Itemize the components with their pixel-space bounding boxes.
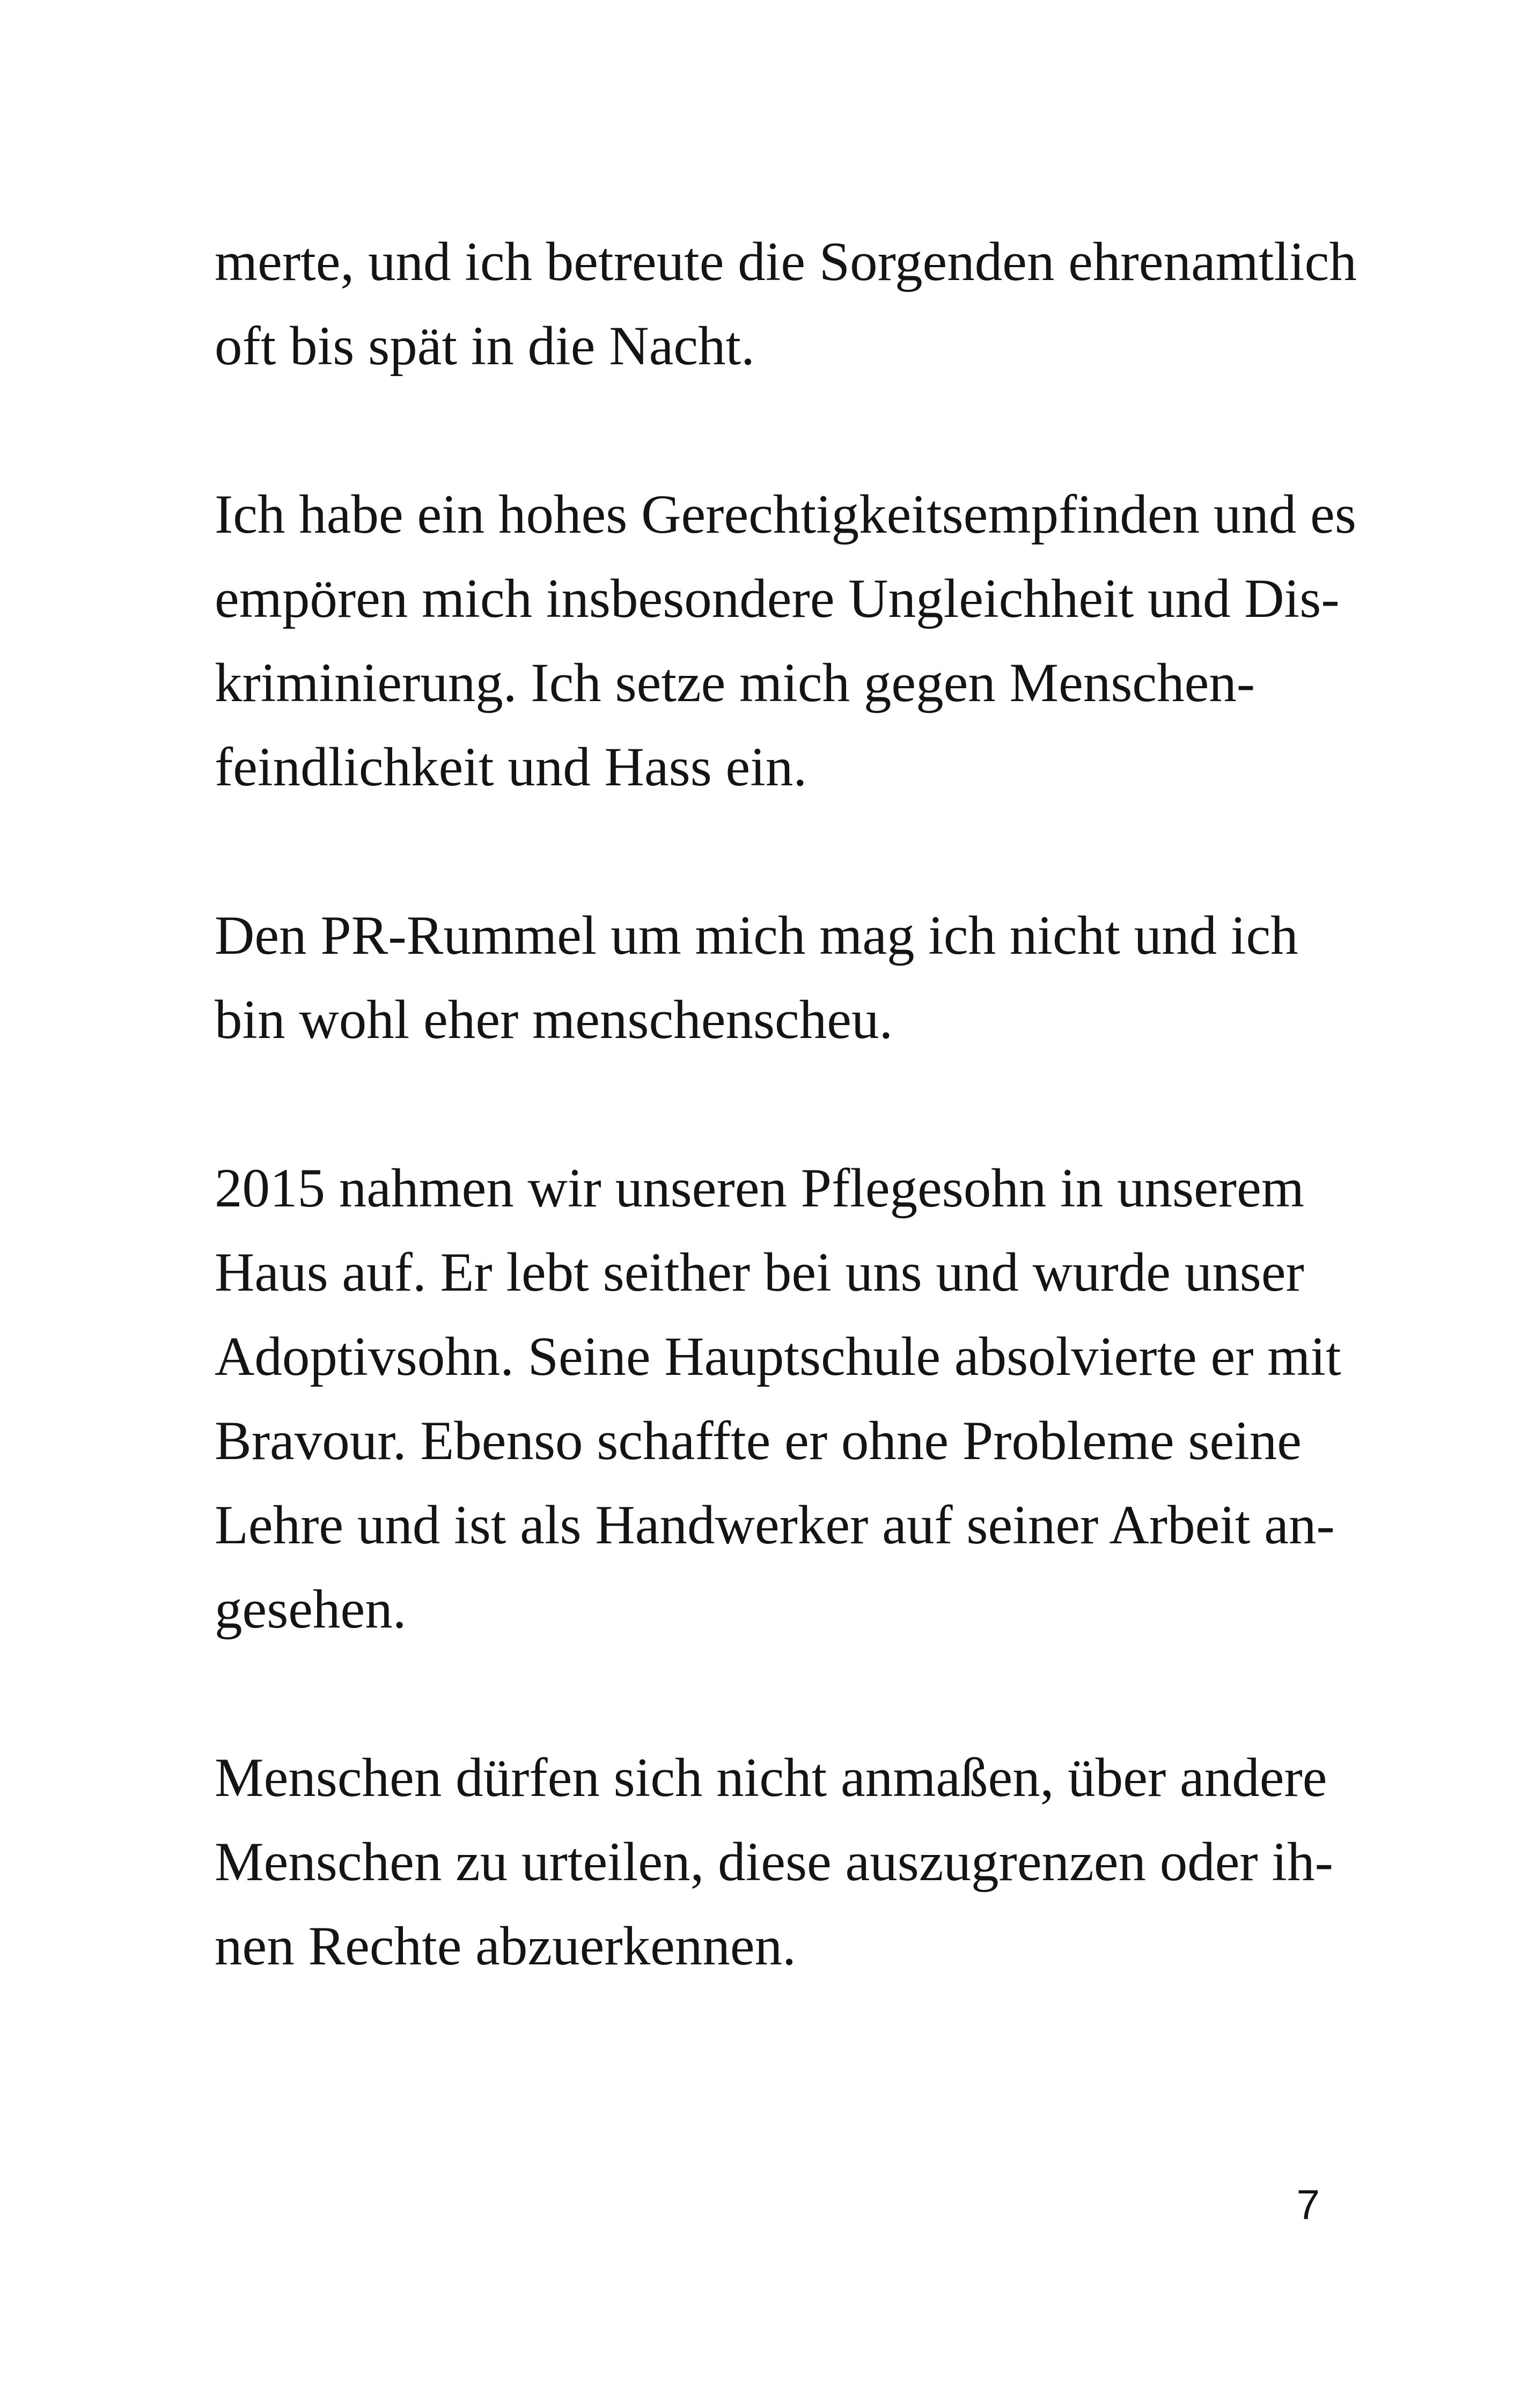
text-line: bin wohl eher menschenscheu. (215, 989, 893, 1050)
paragraph (215, 1736, 1333, 1989)
text-line: Ich habe ein hohes Gerechtigkeitsempfinden und es (215, 484, 1356, 545)
text-line: Haus auf. Er lebt seither bei uns und wurde unser (215, 1242, 1304, 1303)
text-line: kriminierung. Ich setze mich gegen Menschen- (215, 652, 1255, 713)
text-line: nen Rechte abzuerkennen. (215, 1916, 796, 1977)
paragraph (215, 473, 1356, 809)
text-line: Bravour. Ebenso schaffte er ohne Probleme seine (215, 1410, 1302, 1471)
text-line: Den PR-Rummel um mich mag ich nicht und ich (215, 905, 1298, 966)
text-line: gesehen. (215, 1579, 407, 1640)
paragraph (215, 1146, 1341, 1652)
body-text (215, 220, 1357, 2073)
paragraph (215, 220, 1357, 388)
text-line: oft bis spät in die Nacht. (215, 315, 755, 377)
text-line: empören mich insbesondere Ungleichheit und Dis- (215, 568, 1340, 629)
text-line: Adoptivsohn. Seine Hauptschule absolvierte er mit (215, 1326, 1341, 1387)
text-line: feindlichkeit und Hass ein. (215, 737, 807, 798)
text-line: Menschen dürfen sich nicht anmaßen, über andere (215, 1747, 1327, 1808)
page-number: 7 (1296, 2181, 1320, 2228)
text-line: merte, und ich betreute die Sorgenden ehrenamtlich (215, 231, 1357, 292)
text-line: Menschen zu urteilen, diese auszugrenzen oder ih- (215, 1831, 1333, 1892)
paragraph (215, 894, 1320, 1062)
text-line: Lehre und ist als Handwerker auf seiner Arbeit an- (215, 1494, 1335, 1556)
text-line: 2015 nahmen wir unseren Pflegesohn in unserem (215, 1158, 1304, 1219)
